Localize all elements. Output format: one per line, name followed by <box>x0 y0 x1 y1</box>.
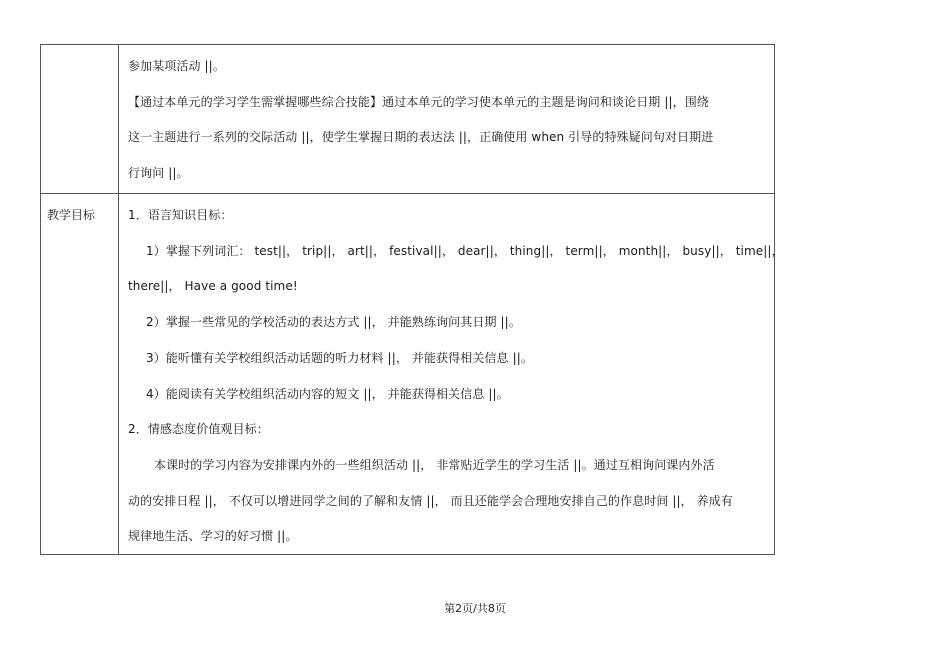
text-line: 2）掌握一些常见的学校活动的表达方式 ||， 并能熟练询问其日期 ||。 <box>146 315 521 330</box>
row-label-cell <box>41 45 119 194</box>
text-line: 4）能阅读有关学校组织活动内容的短文 ||， 并能获得相关信息 ||。 <box>146 386 509 401</box>
text-line: 【通过本单元的学习学生需掌握哪些综合技能】通过本单元的学习使本单元的主题是询问和谈论日期 ||，围绕 <box>128 94 709 109</box>
text-line: 本课时的学习内容为安排课内外的一些组织活动 ||， 非常贴近学生的学习生活 ||。通过互相询问课内外活 <box>154 457 715 472</box>
text-line: 1）掌握下列词汇： test||， trip||， art||， festival||， dear||， thing||， term||， month||， busy||， time||， <box>146 243 784 258</box>
row-label <box>41 45 118 49</box>
lesson-plan-table <box>40 44 784 555</box>
text-line: 行询问 ||。 <box>128 166 189 181</box>
row-label: 教学目标 <box>47 208 96 222</box>
text-line: 规律地生活、学习的好习惯 ||。 <box>128 529 298 544</box>
page-number: 第2页/共8页 <box>444 602 506 615</box>
text-line: 3）能听懂有关学校组织活动话题的听力材料 ||， 并能获得相关信息 ||。 <box>146 350 533 365</box>
text-line: 动的安排日程 ||， 不仅可以增进同学之间的了解和友情 ||， 而且还能学会合理地安排自己的作息时间 ||， 养成有 <box>128 493 733 508</box>
section-heading: 2．情感态度价值观目标： <box>128 422 269 437</box>
text-line: 这一主题进行一系列的交际活动 ||，使学生掌握日期的表达法 ||，正确使用 when 引导的特殊疑问句对日期进 <box>128 130 714 145</box>
text-line: 参加某项活动 ||。 <box>128 59 225 73</box>
text-line: there||， Have a good time! <box>128 279 298 294</box>
table-row-teaching-goals <box>41 194 775 555</box>
row-content-cell <box>119 45 775 194</box>
section-heading: 1．语言知识目标： <box>128 208 233 222</box>
table-row-overview <box>41 45 775 194</box>
row-label-cell <box>41 194 119 555</box>
row-content-cell <box>119 194 784 555</box>
